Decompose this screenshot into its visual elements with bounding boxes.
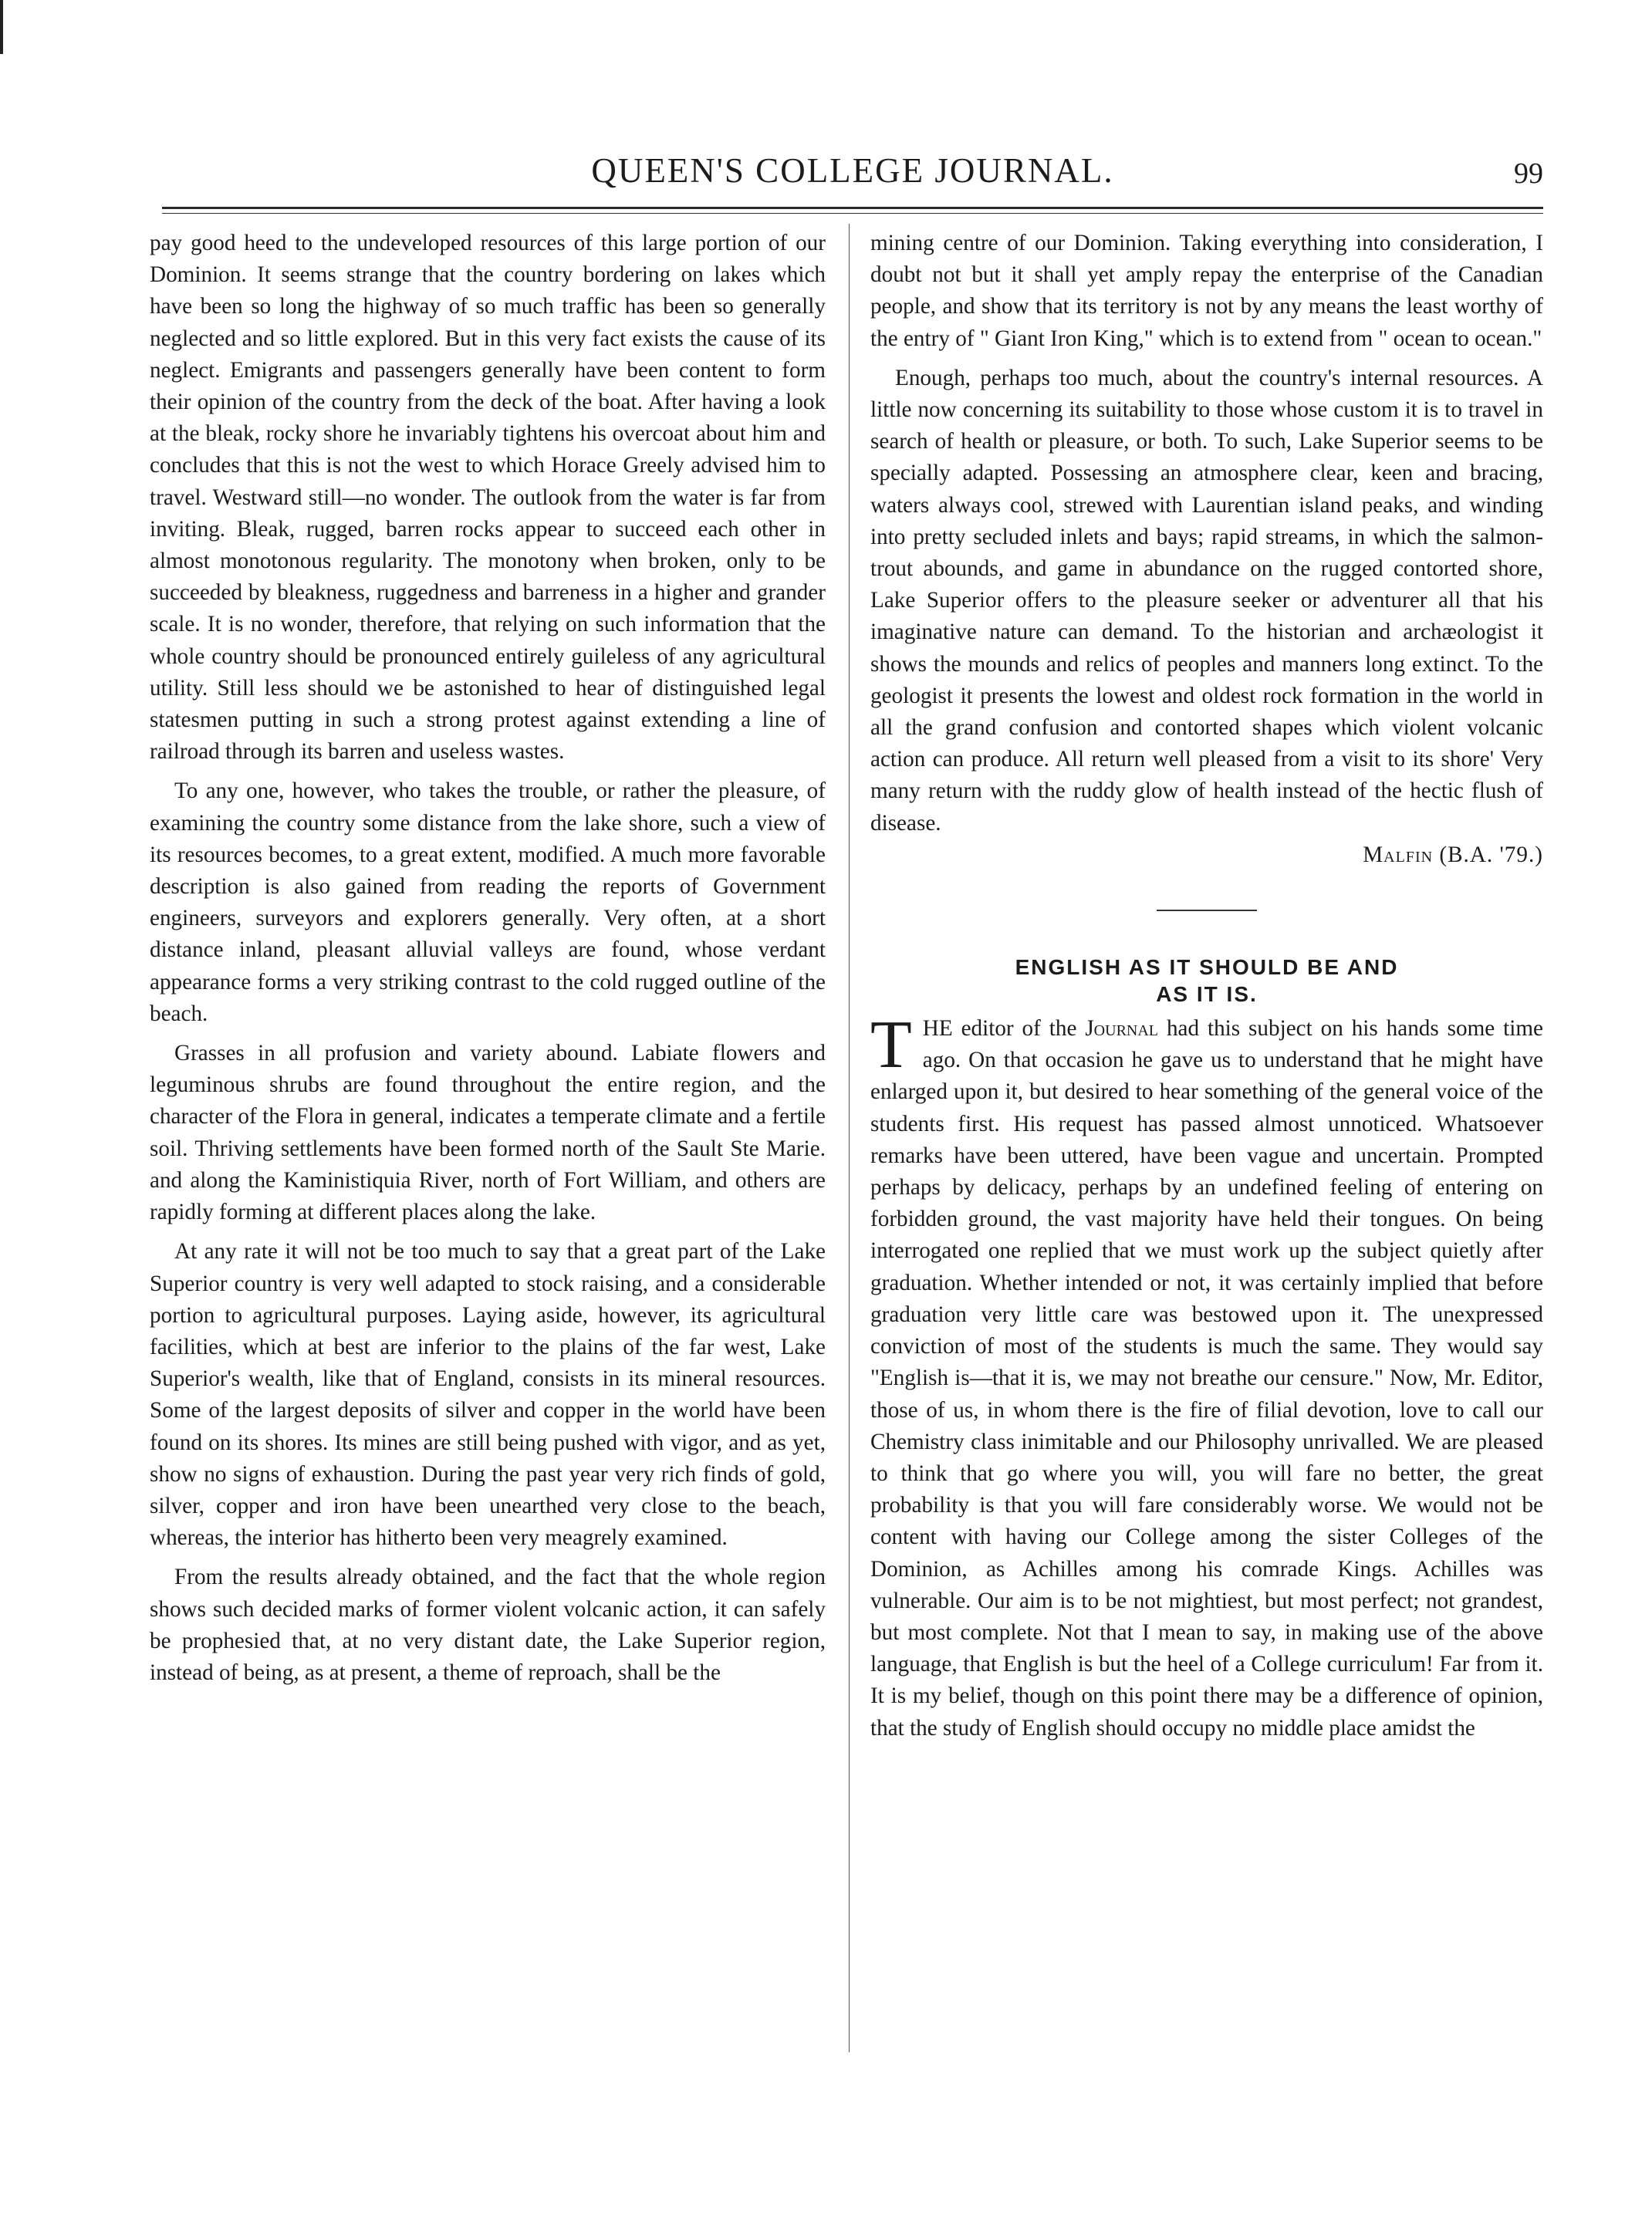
left-column — [150, 228, 826, 1697]
running-head — [162, 150, 1543, 204]
article-body: had this subject on his hands some time ago. On that occasion he gave us to understand that he might have enlarged upon it, but desired to hear something of the general voice of the students first. His request has passed almost unnoticed. Whatsoever remarks have been uttered, have been vague and uncertain. Prompted perhaps by delicacy, perhaps by an undefined feeling of entering on forbidden ground, the vast majority have held their tongues. On being interrogated one replied that we must work up the subject quietly after graduation. Whether intended or not, it was certainly implied that before graduation very little care was bestowed upon it. The unexpressed conviction of most of the students is much the same. They would say "English is—that it is, we may not breathe our censure." Now, Mr. Editor, those of us, in whom there is the fire of filial devotion, love to call our Chemistry class inimitable and our Philosophy unrivalled. We are pleased to think that go where you will, you will fare no better, the great probability is that you will fare considerably worse. We would not be content with having our College among the sister Colleges of the Dominion, as Achilles among his comrade Kings. Achilles was vulnerable. Our aim is to be not mightiest, but most perfect; not grandest, but most complete. Not that I mean to say, in making use of the above language, that English is but the heel of a College curriculum! Far from it. It is my belief, though on this point there may be a difference of opinion, that the study of English should occupy no middle place amidst the — [870, 1016, 1544, 1741]
right-column — [870, 228, 1543, 1752]
drop-cap: T — [870, 1008, 912, 1083]
left-paragraph-1: pay good heed to the undeveloped resources of this large portion of our Dominion. It seems strange that the country bordering on lakes which have been so long the highway of so much traffic has been so generally neglected and so little explored. But in this very fact exists the cause of its neglect. Emigrants and passengers generally have been content to form their opinion of the country from the deck of the boat. After having a look at the bleak, rocky shore he invariably tightens his overcoat about him and concludes that this is not the west to which Horace Greely advised him to travel. Westward still—no wonder. The outlook from the water is far from inviting. Bleak, rugged, barren rocks appear to succeed each other in almost monotonous regularity. The monotony when broken, only to be succeeded by bleakness, ruggedness and barreness in a higher and grander scale. It is no wonder, therefore, that relying on such information that the whole country should be pronounced entirely guileless of any agricultural utility. Still less should we be astonished to hear of distinguished legal statesmen putting in such a strong protest against extending a line of railroad through its barren and useless wastes. — [150, 231, 826, 765]
column-divider — [849, 224, 850, 2052]
section-divider — [1157, 910, 1257, 911]
article-title-line-2: AS IT IS. — [1156, 982, 1258, 1007]
scan-edge-mark — [0, 0, 3, 54]
article-title-line-1: ENGLISH AS IT SHOULD BE AND — [1015, 955, 1399, 980]
page-number: 99 — [1514, 157, 1543, 190]
article-lead: HE editor of the — [922, 1016, 1077, 1042]
right-continuation-paragraph: mining centre of our Dominion. Taking everything into consideration, I doubt not but it shall yet amply repay the enterprise of the Canadian people, and show that its territory is not by any means the least worthy of the entry of " Giant Iron King," which is to extend from " ocean to ocean." — [870, 231, 1543, 351]
left-paragraph-4: At any rate it will not be too much to say that a great part of the Lake Superior country is very well adapted to stock raising, and a considerable portion to agricultural purposes. Laying aside, however, its agricultural facilities, which at best are inferior to the plains of the far west, Lake Superior's wealth, like that of England, consists in its mineral resources. Some of the largest deposits of silver and copper in the world have been found on its shores. Its mines are still being pushed with vigor, and as yet, show no signs of exhaustion. During the past year very rich finds of gold, silver, copper and iron have been unearthed very close to the beach, whereas, the interior has hitherto been very meagrely examined. — [150, 1239, 826, 1551]
header-rule-thin — [162, 213, 1543, 214]
article-first-paragraph — [870, 1008, 1544, 1744]
journal-title: QUEEN'S COLLEGE JOURNAL. — [591, 151, 1114, 190]
left-paragraph-5: From the results already obtained, and the fact that the whole region shows such decided marks of former violent volcanic action, it can safely be prophesied that, at no very distant date, the Lake Superior region, instead of being, as at present, a theme of reproach, shall be the — [150, 1565, 826, 1685]
left-paragraph-3: Grasses in all profusion and variety abound. Labiate flowers and leguminous shrubs are found throughout the entire region, and the character of the Flora in general, indicates a temperate climate and a fertile soil. Thriving settlements have been formed north of the Sault Ste Marie. and along the Kaministiquia River, north of Fort William, and others are rapidly forming at different places along the lake. — [150, 1041, 826, 1225]
article-signature: Malfin (B.A. '79.) — [1363, 842, 1543, 867]
article-journal-word: Journal — [1085, 1016, 1159, 1042]
left-paragraph-2: To any one, however, who takes the trouble, or rather the pleasure, of examining the country some distance from the lake shore, such a view of its resources becomes, to a great extent, modified. A much more favorable description is also gained from reading the reports of Government engineers, surveyors and explorers generally. Very often, at a short distance inland, pleasant alluvial valleys are found, whose verdant appearance forms a very striking contrast to the cold rugged outline of the beach. — [150, 778, 826, 1026]
header-rule-thick — [162, 207, 1543, 209]
right-paragraph-2: Enough, perhaps too much, about the country's internal resources. A little now concerning its suitability to those whose custom it is to travel in search of health or pleasure, or both. To such, Lake Superior seems to be specially adapted. Possessing an atmosphere clear, keen and bracing, waters always cool, strewed with Laurentian island peaks, and winding into pretty secluded inlets and bays; rapid streams, in which the salmon-trout abounds, and game in abundance on the rugged contorted shore, Lake Superior offers to the pleasure seeker or adventurer all that his imaginative nature can demand. To the historian and archæologist it shows the mounds and relics of peoples and manners long extinct. To the geologist it presents the lowest and oldest rock formation in the world in all the grand confusion and contorted shapes which violent volcanic action can produce. All return well pleased from a visit to its shore' Very many return with the ruddy glow of health instead of the hectic flush of disease. — [870, 365, 1543, 836]
